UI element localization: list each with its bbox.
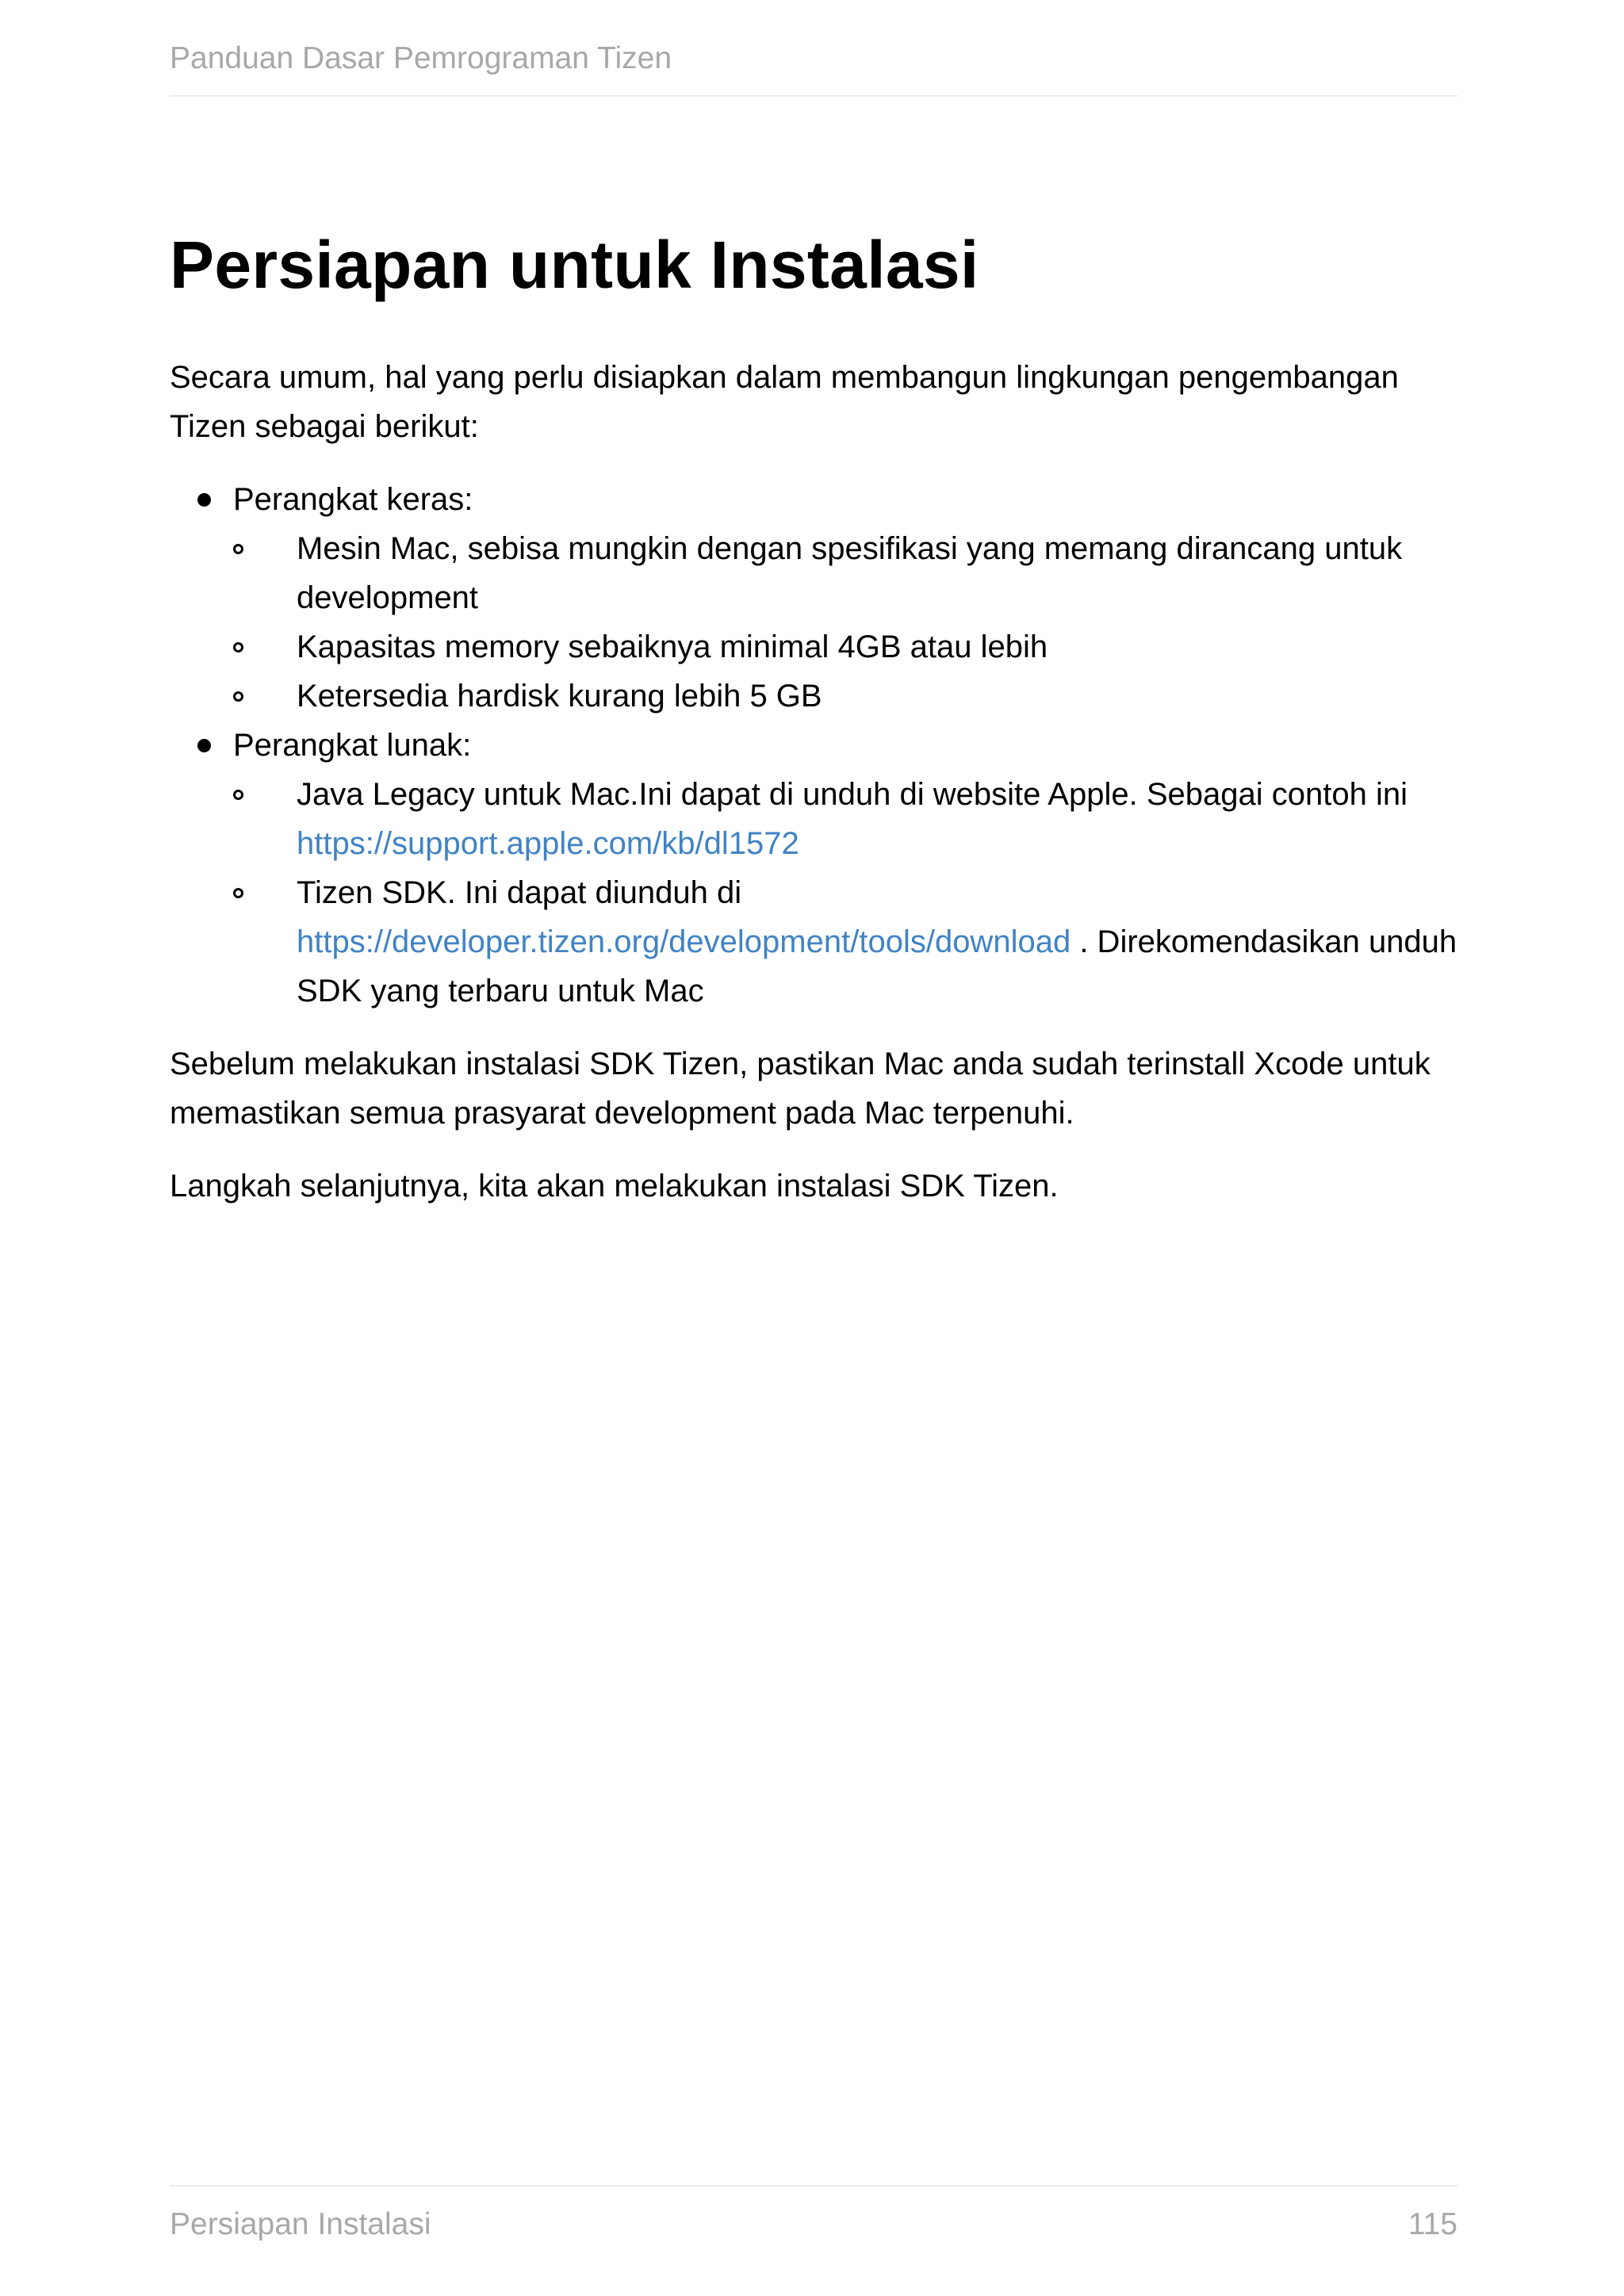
bullet-dot-icon [197,739,211,752]
list-item [233,770,1457,868]
list-item-text-after-link: . Direkomendasikan unduh SDK yang terbaru untuk Mac [297,924,1457,1008]
tizen-sdk-download-link[interactable]: https://developer.tizen.org/development/tools/download [297,924,1071,959]
list-item [233,868,1457,1016]
list-item-text: Tizen SDK. Ini dapat diunduh di [297,875,742,910]
list-item-text: Ketersedia hardisk kurang lebih 5 GB [297,679,822,714]
list-item-software [170,721,1457,1016]
list-item [233,672,1457,721]
list-item-hardware [170,475,1457,721]
page-number: 115 [1408,2207,1457,2241]
bullet-circle-icon [233,544,243,554]
hardware-sublist [233,524,1457,721]
software-sublist [233,770,1457,1016]
page-title: Persiapan untuk Instalasi [170,228,979,302]
list-item [233,622,1457,672]
page-header [170,38,1457,97]
page-footer [170,2185,1457,2256]
bullet-circle-icon [233,888,243,898]
requirements-list [170,475,1457,1016]
bullet-circle-icon [233,790,243,800]
list-item-label: Perangkat keras: [233,482,473,517]
xcode-paragraph: Sebelum melakukan instalasi SDK Tizen, pastikan Mac anda sudah terinstall Xcode untuk memastikan semua prasyarat development pada Mac terpenuhi. [170,1047,1431,1131]
list-item-text: Kapasitas memory sebaiknya minimal 4GB atau lebih [297,629,1048,664]
main-content [170,220,1457,1211]
apple-java-link[interactable]: https://support.apple.com/kb/dl1572 [297,826,799,861]
next-step-paragraph: Langkah selanjutnya, kita akan melakukan instalasi SDK Tizen. [170,1169,1059,1203]
intro-paragraph: Secara umum, hal yang perlu disiapkan dalam membangun lingkungan pengembangan Tizen sebagai berikut: [170,360,1399,444]
list-item-label: Perangkat lunak: [233,728,472,763]
bullet-dot-icon [197,493,211,507]
list-item [233,524,1457,622]
list-item-text: Mesin Mac, sebisa mungkin dengan spesifikasi yang memang dirancang untuk development [297,531,1403,615]
bullet-circle-icon [233,642,243,652]
footer-section-title: Persiapan Instalasi [170,2207,431,2241]
bullet-circle-icon [233,691,243,702]
list-item-text: Java Legacy untuk Mac.Ini dapat di unduh di website Apple. Sebagai contoh ini [297,777,1408,812]
running-title: Panduan Dasar Pemrograman Tizen [170,41,672,75]
